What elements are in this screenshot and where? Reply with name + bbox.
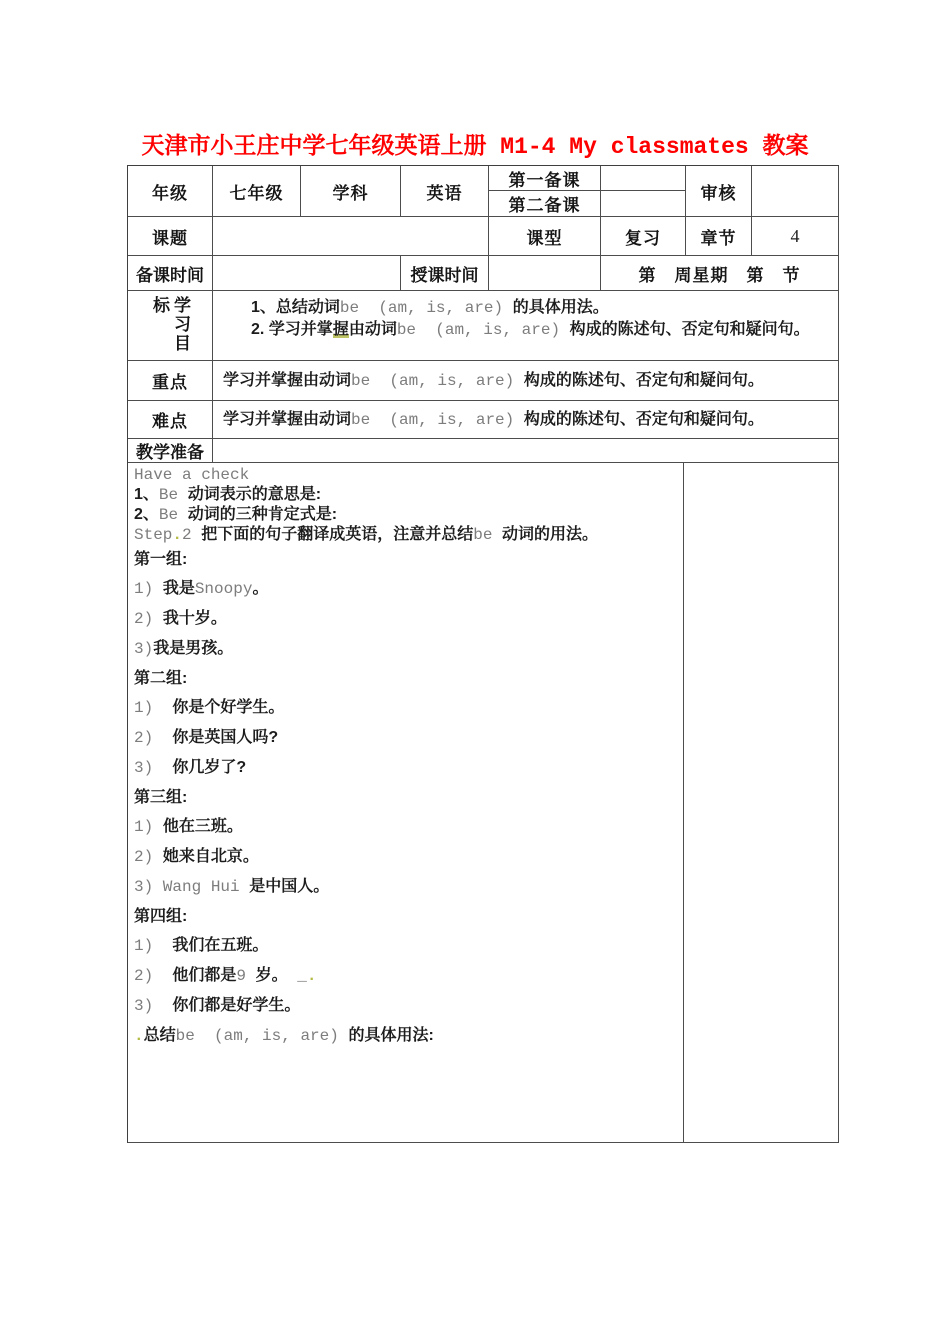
cell-notes-column bbox=[684, 463, 839, 1143]
text-segment: 第三组: bbox=[134, 789, 188, 806]
text-segment: 3) bbox=[134, 640, 154, 658]
text-segment: be (am, is, are) bbox=[351, 410, 524, 429]
content-line bbox=[134, 545, 675, 574]
text-segment: Be bbox=[158, 506, 188, 524]
content-line bbox=[134, 634, 675, 664]
text-segment: be (am, is, are) bbox=[339, 299, 513, 317]
content-line bbox=[134, 525, 675, 545]
content-line bbox=[134, 664, 675, 693]
content-line bbox=[134, 783, 675, 812]
text-segment: 的具体用法。 bbox=[512, 299, 609, 316]
cell-week-period: 第 周星期 第 节 bbox=[601, 256, 839, 291]
text-segment: 3) Wang Hui bbox=[134, 878, 250, 896]
key-point-text bbox=[223, 370, 764, 392]
cell-key-point-label: 重点 bbox=[128, 361, 213, 401]
text-segment: . bbox=[134, 1027, 144, 1045]
text-segment: 学习并掌握由动词 bbox=[223, 371, 352, 389]
content-line bbox=[134, 842, 675, 872]
text-segment: 2、 bbox=[134, 506, 159, 523]
cell-grade-label: 年级 bbox=[128, 166, 213, 217]
content-line bbox=[134, 465, 675, 485]
content-line bbox=[134, 574, 675, 604]
text-segment: 动词的三种肯定式是: bbox=[187, 506, 338, 523]
content-line bbox=[134, 753, 675, 783]
goals-vertical-label: 学习目标 bbox=[150, 295, 190, 353]
text-segment: 我们在五班。 bbox=[172, 937, 269, 954]
cell-first-prep-value bbox=[601, 166, 686, 191]
text-segment: 她来自北京。 bbox=[162, 848, 259, 865]
text-segment: 9 bbox=[236, 967, 256, 985]
text-segment: 第一组: bbox=[134, 551, 188, 568]
cell-difficult-point-label: 难点 bbox=[128, 401, 213, 439]
text-segment: 1、 bbox=[134, 486, 159, 503]
cell-course-type-label: 课型 bbox=[489, 217, 601, 256]
cell-second-prep-label: 第二备课 bbox=[489, 191, 601, 217]
text-segment: 3) bbox=[134, 997, 173, 1015]
text-segment: 由动词 bbox=[348, 321, 397, 338]
content-line bbox=[134, 485, 675, 505]
text-segment: Step bbox=[134, 526, 173, 544]
cell-chapter-value: 4 bbox=[752, 217, 839, 256]
text-segment: 构成的陈述句、否定句和疑问句。 bbox=[523, 410, 764, 428]
cell-goals-label bbox=[128, 291, 213, 361]
content-line bbox=[134, 723, 675, 753]
cell-topic-label: 课题 bbox=[128, 217, 213, 256]
content-line bbox=[134, 991, 675, 1021]
cell-teaching-prep-value bbox=[213, 439, 839, 463]
cell-subject-label: 学科 bbox=[301, 166, 401, 217]
cell-audit-value bbox=[752, 166, 839, 217]
cell-teaching-prep-label: 教学准备 bbox=[128, 439, 213, 463]
text-segment: 的具体用法: bbox=[348, 1027, 434, 1044]
text-segment: . bbox=[306, 967, 317, 985]
text-segment: 构成的陈述句、否定句和疑问句。 bbox=[569, 321, 810, 338]
cell-course-type-value: 复习 bbox=[601, 217, 686, 256]
difficult-point-text bbox=[223, 409, 764, 431]
title-cn-suffix: 教案 bbox=[762, 132, 809, 158]
text-segment: 你是个好学生。 bbox=[172, 699, 285, 716]
cell-prep-time-label: 备课时间 bbox=[128, 256, 213, 291]
cell-chapter-label: 章节 bbox=[686, 217, 752, 256]
text-segment: be bbox=[473, 526, 503, 544]
text-segment: 把下面的句子翻译成英语，注意并总结 bbox=[201, 526, 474, 543]
text-segment: 握 bbox=[332, 321, 349, 338]
text-segment: . bbox=[172, 526, 183, 544]
text-segment: 2) bbox=[134, 848, 163, 866]
lesson-info-table bbox=[127, 165, 839, 1143]
cell-goals-content bbox=[213, 291, 839, 361]
content-line bbox=[134, 931, 675, 961]
text-segment: 是中国人。 bbox=[249, 878, 330, 895]
text-segment: 3) bbox=[134, 759, 173, 777]
title-en: M1-4 My classmates bbox=[486, 134, 763, 160]
text-segment: 动词表示的意思是: bbox=[187, 486, 322, 503]
cell-teach-time-label: 授课时间 bbox=[401, 256, 489, 291]
text-segment: 2) bbox=[134, 610, 163, 628]
cell-topic-value bbox=[213, 217, 489, 256]
text-segment: 我是 bbox=[162, 580, 195, 597]
content-line bbox=[134, 693, 675, 723]
text-segment: 。 bbox=[252, 580, 269, 597]
text-segment: 第二组: bbox=[134, 670, 188, 687]
content-line bbox=[134, 604, 675, 634]
cell-prep-time-value bbox=[213, 256, 401, 291]
cell-audit-label: 审核 bbox=[686, 166, 752, 217]
text-segment: 岁。 bbox=[255, 967, 288, 984]
title-cn-prefix: 天津市小王庄中学七年级英语上册 bbox=[141, 132, 487, 158]
text-segment: Snoopy bbox=[194, 580, 253, 598]
text-segment: 1) bbox=[134, 580, 163, 598]
cell-key-point-content bbox=[213, 361, 839, 401]
goal-line-1 bbox=[251, 297, 830, 319]
text-segment: 动词的用法。 bbox=[502, 526, 599, 543]
content-line bbox=[134, 505, 675, 525]
content-line bbox=[134, 812, 675, 842]
content-line bbox=[134, 961, 675, 991]
goal-line-2 bbox=[251, 319, 830, 341]
lesson-content-lines bbox=[128, 463, 683, 1142]
cell-second-prep-value bbox=[601, 191, 686, 217]
text-segment: 学习并掌握由动词 bbox=[223, 410, 352, 428]
text-segment: 2 bbox=[182, 526, 202, 544]
text-segment: 构成的陈述句、否定句和疑问句。 bbox=[523, 371, 764, 389]
text-segment: 2) bbox=[134, 729, 173, 747]
text-segment: 我是男孩。 bbox=[153, 640, 234, 657]
cell-subject-value: 英语 bbox=[401, 166, 489, 217]
page-title bbox=[0, 127, 950, 160]
text-segment: _ bbox=[287, 967, 307, 985]
text-segment: 第四组: bbox=[134, 908, 188, 925]
text-segment: 2. 学习并掌 bbox=[251, 321, 333, 338]
text-segment: 1) bbox=[134, 937, 173, 955]
cell-first-prep-label: 第一备课 bbox=[489, 166, 601, 191]
cell-difficult-point-content bbox=[213, 401, 839, 439]
text-segment: 我十岁。 bbox=[162, 610, 227, 627]
text-segment: Be bbox=[158, 486, 188, 504]
content-line bbox=[134, 872, 675, 902]
goals-text bbox=[213, 291, 838, 360]
text-segment: 1) bbox=[134, 699, 173, 717]
text-segment: 2) bbox=[134, 967, 173, 985]
text-segment: 你是英国人吗? bbox=[172, 729, 279, 746]
text-segment: 1) bbox=[134, 818, 163, 836]
cell-teach-time-value bbox=[489, 256, 601, 291]
text-segment: 你几岁了? bbox=[172, 759, 247, 776]
text-segment: 总结 bbox=[143, 1027, 176, 1044]
text-segment: 他们都是 bbox=[172, 967, 237, 984]
text-segment: 你们都是好学生。 bbox=[172, 997, 301, 1014]
text-segment: 1、总结动词 bbox=[251, 299, 340, 316]
text-segment: be (am, is, are) bbox=[396, 321, 570, 339]
cell-grade-value: 七年级 bbox=[213, 166, 301, 217]
text-segment: be (am, is, are) bbox=[175, 1027, 349, 1045]
text-segment: 他在三班。 bbox=[162, 818, 243, 835]
text-segment: Have a check bbox=[134, 466, 250, 484]
cell-lesson-content bbox=[128, 463, 684, 1143]
content-line bbox=[134, 1021, 675, 1051]
text-segment: be (am, is, are) bbox=[351, 371, 524, 390]
content-line bbox=[134, 902, 675, 931]
